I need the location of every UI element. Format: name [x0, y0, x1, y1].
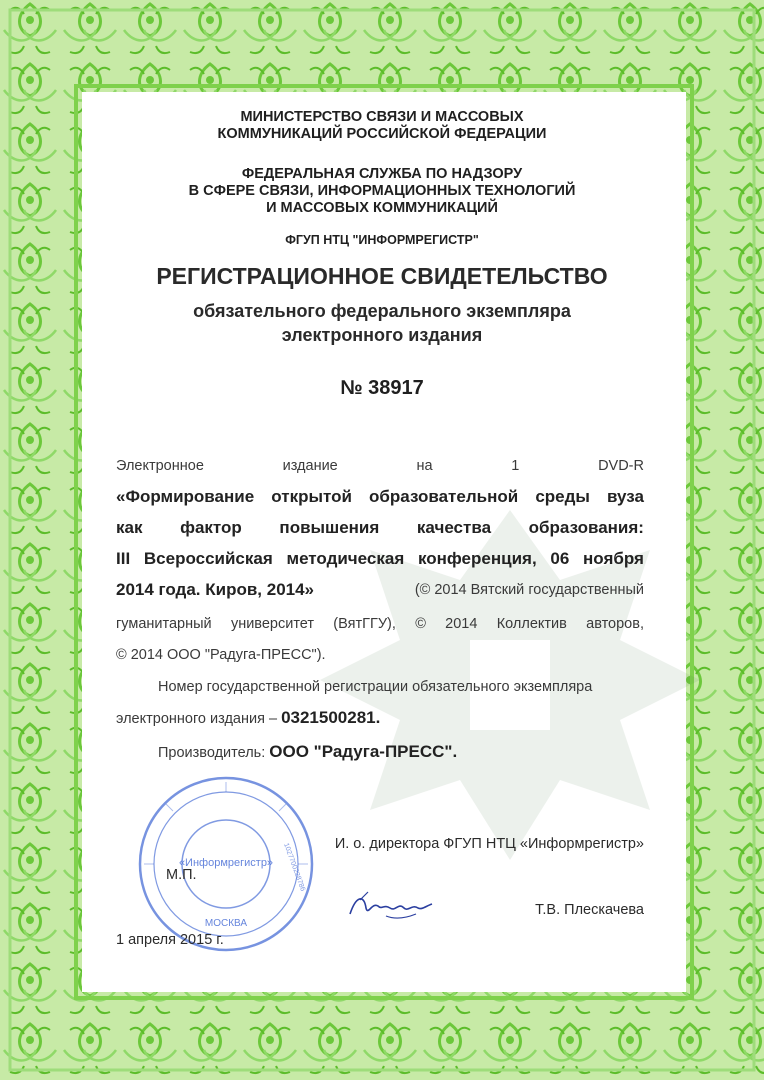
producer-label: Производитель: [158, 745, 270, 761]
edition-medium-line [116, 458, 644, 474]
service-line-2: В СФЕРЕ СВЯЗИ, ИНФОРМАЦИОННЫХ ТЕХНОЛОГИЙ [188, 183, 576, 199]
word: (ВятГГУ), [333, 616, 396, 632]
stamp-city-text: МОСКВА [204, 918, 248, 929]
word: как [116, 518, 143, 537]
ministry-line-1: МИНИСТЕРСТВО СВЯЗИ И МАССОВЫХ [240, 109, 524, 125]
producer-line [116, 742, 644, 762]
word: университет [230, 616, 315, 632]
stamp-digits: 1027700228786 [282, 842, 307, 893]
word: образования: [528, 518, 644, 537]
signer-name: Т.В. Плескачева [535, 902, 644, 918]
word: Электронное [116, 458, 204, 474]
certificate-subtitle [0, 299, 764, 347]
word: гуманитарный [116, 616, 212, 632]
stamp-center-text: «Информрегистр» [178, 857, 274, 869]
word: качества [416, 518, 492, 537]
certificate-title: РЕГИСТРАЦИОННОЕ СВИДЕТЕЛЬСТВО [156, 263, 608, 289]
issue-date: 1 апреля 2015 г. [116, 932, 224, 948]
edition-title-line-4 [116, 580, 644, 600]
word: DVD-R [598, 458, 644, 474]
word: открытой [271, 487, 352, 506]
subtitle-line-1: обязательного федерального экземпляра [193, 301, 571, 321]
producer-value: ООО "Радуга-ПРЕСС". [269, 742, 458, 761]
word: 2014 [445, 616, 478, 632]
word: III [116, 549, 131, 568]
seal-place-label: М.П. [166, 867, 197, 883]
word: ноября [583, 549, 644, 568]
subtitle-line-2: электронного издания [281, 325, 483, 345]
ministry-name [0, 109, 764, 143]
director-title: И. о. директора ФГУП НТЦ «Информрегистр» [334, 836, 644, 852]
service-line-3: И МАССОВЫХ КОММУНИКАЦИЙ [266, 200, 498, 216]
copyright-line-3: © 2014 ООО "Радуга-ПРЕСС"). [116, 647, 326, 663]
word: издание [282, 458, 338, 474]
word: 06 [550, 549, 570, 568]
word: 1 [511, 458, 520, 474]
edition-title-line-2 [116, 518, 644, 538]
service-line-1: ФЕДЕРАЛЬНАЯ СЛУЖБА ПО НАДЗОРУ [241, 166, 523, 182]
ministry-line-2: КОММУНИКАЦИЙ РОССИЙСКОЙ ФЕДЕРАЦИИ [217, 126, 547, 142]
word: на [416, 458, 433, 474]
registration-number-label: Номер государственной регистрации обязательного экземпляра [158, 679, 593, 695]
edition-title-line-3 [116, 549, 644, 569]
word: авторов, [586, 616, 644, 632]
official-seal-stamp [136, 774, 316, 954]
edition-title-end: 2014 года. Киров, 2014» [116, 580, 315, 599]
word: фактор [180, 518, 242, 537]
word: образовательной [369, 487, 519, 506]
service-name [0, 166, 764, 217]
organization-name: ФГУП НТЦ "ИНФОРМРЕГИСТР" [285, 233, 479, 247]
copyright-text: (© 2014 Вятский государственный [414, 582, 644, 598]
word: среды [535, 487, 590, 506]
word: методическая [286, 549, 405, 568]
edition-title-line-1 [116, 487, 644, 507]
registration-number-line [116, 708, 644, 728]
word: «Формирование [116, 487, 255, 506]
word: Коллектив [496, 616, 567, 632]
handwritten-signature [346, 886, 436, 926]
word: повышения [279, 518, 380, 537]
word: Всероссийская [143, 549, 273, 568]
copyright-line-2 [116, 616, 644, 632]
registration-prefix: электронного издания – [116, 711, 282, 727]
word: конференция, [417, 549, 537, 568]
word: вуза [607, 487, 644, 506]
registration-number-value: 0321500281. [281, 708, 381, 727]
certificate-number: № 38917 [340, 377, 424, 399]
word: © [415, 616, 426, 632]
